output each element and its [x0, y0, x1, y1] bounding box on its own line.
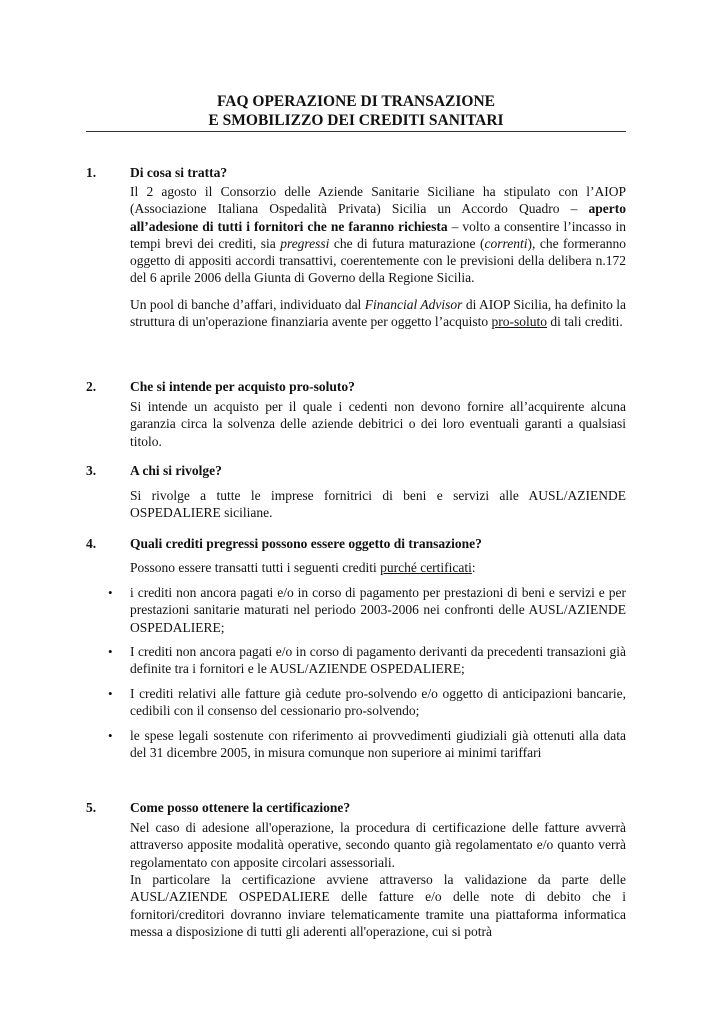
section-5-paragraph-1: Nel caso di adesione all'operazione, la procedura di certificazione delle fatture avverrà attraverso apposite modalità operative, secondo quanto già regolamentato e/o quanto verrà regolamentato con apposite circolari assessoriali.: [130, 820, 626, 870]
section-question: Come posso ottenere la certificazione?: [130, 800, 351, 815]
section-question: Quali crediti pregressi possono essere oggetto di transazione?: [130, 536, 482, 551]
list-item: i crediti non ancora pagati e/o in corso di pagamento per prestazioni di beni e servizi e per prestazioni sanitarie maturati nel periodo 2003-2006 nei confronti delle AUSL/AZIENDE OSPEDALIERE;: [130, 585, 626, 635]
title-line-1: FAQ OPERAZIONE DI TRANSAZIONE: [216, 93, 496, 110]
bullet-marker: •: [108, 728, 113, 743]
section-1-paragraph-1: [130, 183, 626, 287]
section-number: 5.: [86, 800, 97, 815]
section-4-intro: [130, 559, 626, 576]
section-question: A chi si rivolge?: [130, 463, 222, 478]
bullet-marker: •: [108, 686, 113, 701]
section-question: Che si intende per acquisto pro-soluto?: [130, 379, 355, 394]
section-number: 3.: [86, 463, 97, 478]
bullet-marker: •: [108, 644, 113, 659]
underlined-run: pro-soluto: [491, 314, 548, 330]
italic-run: pregressi: [280, 235, 330, 251]
text-run: Il 2 agosto il Consorzio delle Aziende Sanitarie Siciliane ha stipulato con l’AIOP (Associazione Italiana Ospedalità Privata) Sicilia un Accordo Quadro –: [130, 184, 626, 217]
list-item: I crediti relativi alle fatture già cedute pro-solvendo e/o oggetto di anticipazioni bancarie, cedibili con il consenso del cessionario pro-solvendo;: [130, 686, 626, 719]
list-item: le spese legali sostenute con riferimento ai provvedimenti giudiziali già ottenuti alla data del 31 dicembre 2005, in misura comunque non superiore ai minimi tariffari: [130, 728, 626, 761]
text-run: Possono essere transatti tutti i seguenti crediti: [130, 560, 381, 575]
text-run: Un pool di banche d’affari, individuato dal: [130, 297, 365, 312]
italic-run: correnti: [484, 235, 528, 251]
section-1-paragraph-2: [130, 296, 626, 331]
list-item: I crediti non ancora pagati e/o in corso di pagamento derivanti da precedenti transazioni già definite tra i fornitori e le AUSL/AZIENDE OSPEDALIERE;: [130, 644, 626, 677]
section-question: Di cosa si tratta?: [130, 165, 228, 180]
underlined-run: purché certificati: [380, 560, 472, 575]
text-run: – volto a consentire l’incasso in tempi brevi dei crediti, sia: [130, 218, 626, 251]
title-line-2: E SMOBILIZZO DEI CREDITI SANITARI: [208, 112, 504, 129]
title-divider: [86, 131, 626, 132]
section-number: 2.: [86, 379, 97, 394]
section-number: 4.: [86, 536, 97, 551]
text-run: ), che formeranno oggetto di appositi accordi transattivi, coerentemente con le previsioni della delibera n.172 del 6 aprile 2006 della Giunta di Governo della Regione Sicilia.: [130, 235, 627, 286]
italic-run: Financial Advisor: [364, 297, 463, 312]
section-3-paragraph: Si rivolge a tutte le imprese fornitrici di beni e servizi alle AUSL/AZIENDE OSPEDALIERE siciliane.: [130, 488, 626, 521]
section-5-paragraph-2: In particolare la certificazione avviene attraverso la validazione da parte delle AUSL/AZIENDE OSPEDALIERE delle fatture e/o delle note di debito che i fornitori/creditori dovranno inviare telematicamente tramite una piattaforma informatica messa a disposizione di tutti gli aderenti all'operazione, cui si potrà: [130, 872, 626, 939]
section-number: 1.: [86, 165, 97, 180]
document-title: [86, 92, 626, 130]
bold-run: aperto all’adesione di tutti i fornitori che ne faranno richiesta: [130, 201, 626, 234]
text-run: di AIOP Sicilia, ha definito la struttura di un'operazione finanziaria avente per oggetto l’acquisto: [130, 297, 627, 330]
text-run: che di futura maturazione (: [329, 235, 485, 251]
section-2-paragraph: Si intende un acquisto per il quale i cedenti non devono fornire all’acquirente alcuna garanzia circa la solvenza delle aziende debitrici o dei loro eventuali garanti a qualsiasi titolo.: [130, 399, 626, 449]
text-run: di tali crediti.: [547, 314, 623, 330]
bullet-marker: •: [108, 585, 113, 600]
text-run: :: [471, 560, 476, 575]
